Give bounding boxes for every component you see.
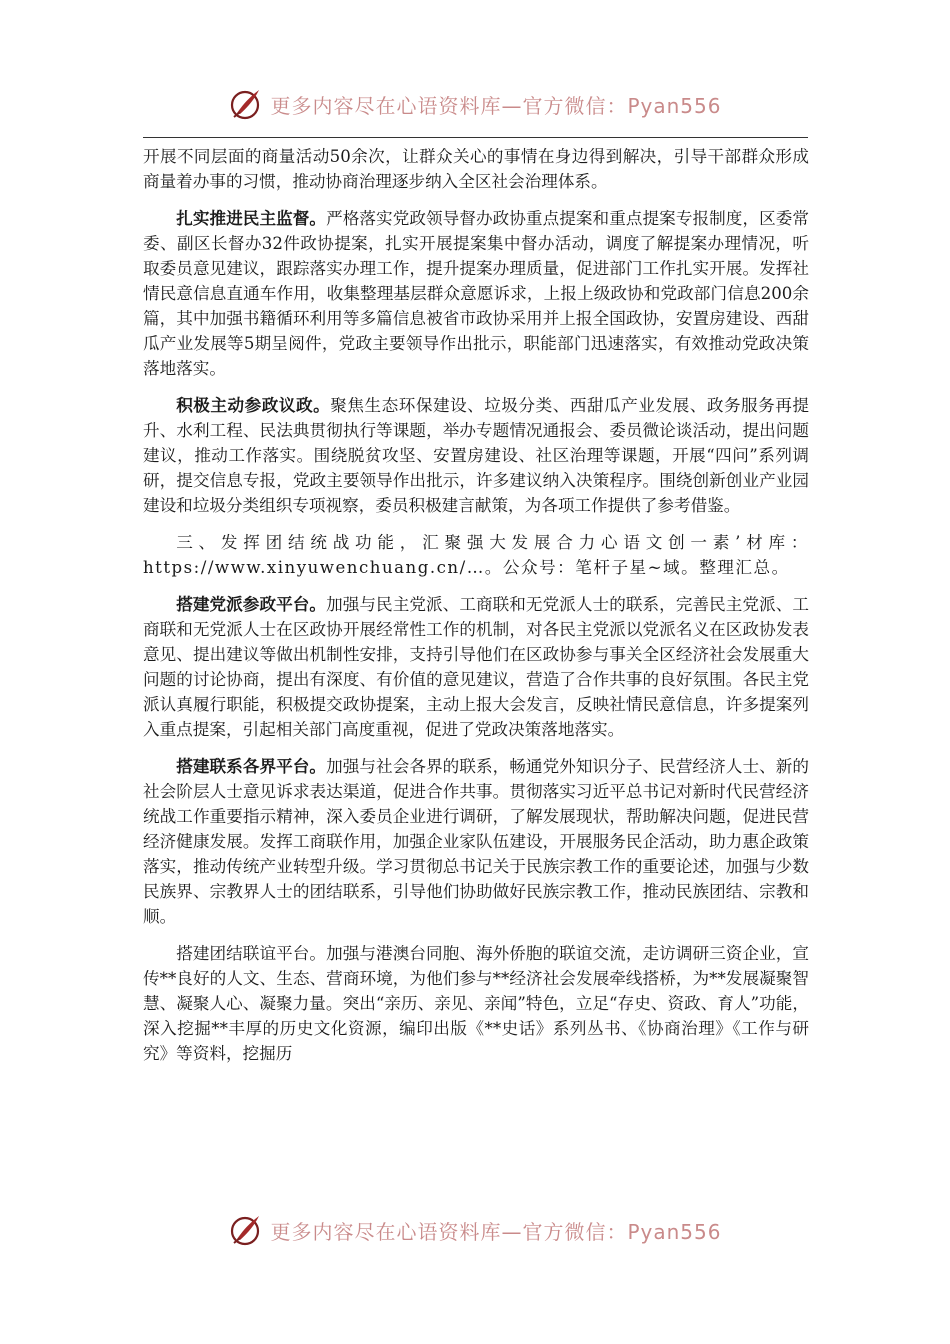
header-banner — [0, 82, 950, 126]
paragraph-friendship-platform: 搭建团结联谊平台。加强与港澳台同胞、海外侨胞的联谊交流，走访调研三资企业，宣传**良好的人文、生态、营商环境，为他们参与**经济社会发展牵线搭桥，为**发展凝聚智慧、凝聚人心、凝聚力量。突出“亲历、亲见、亲闻”特色，立足“存史、资政、育人”功能，深入挖掘**丰厚的历史文化资源，编印出版《**史话》系列丛书、《协商治理》《工作与研究》等资料，挖掘历 — [143, 944, 809, 1063]
writing-quill-logo-icon — [228, 1212, 264, 1248]
paragraph-body: 加强与民主党派、工商联和无党派人士的联系，完善民主党派、工商联和无党派人士在区政协开展经常性工作的机制，对各民主党派以党派名义在区政协发表意见、提出建议等做出机制性安排，支持引导他们在区政协参与事关全区经济社会发展重大问题的讨论协商，提出有深度、有价值的意见建议，营造了合作共事的良好氛围。各民主党派认真履行职能，积极提交政协提案，主动上报大会发言，反映社情民意信息，许多提案列入重点提案，引起相关部门高度重视，促进了党政决策落地落实。 — [143, 595, 809, 739]
paragraph-party-platform — [143, 592, 809, 742]
footer-banner-text: 更多内容尽在心语资料库—官方微信：Pyan556 — [270, 1219, 722, 1244]
footer-banner — [0, 1208, 950, 1252]
paragraph-lead-heading: 扎实推进民主监督。 — [176, 208, 327, 228]
paragraph-continuation: 开展不同层面的商量活动50余次，让群众关心的事情在身边得到解决，引导干部群众形成商量着办事的习惯，推动协商治理逐步纳入全区社会治理体系。 — [143, 147, 809, 191]
writing-quill-logo-icon — [228, 86, 264, 122]
header-divider — [143, 137, 808, 138]
paragraph-participation — [143, 393, 809, 518]
paragraph-lead-heading: 搭建党派参政平台。 — [176, 594, 327, 614]
paragraph-all-sectors-platform — [143, 754, 809, 929]
paragraph-lead-heading: 搭建联系各界平台。 — [176, 756, 327, 776]
paragraph-democratic-supervision — [143, 206, 809, 381]
header-banner-text: 更多内容尽在心语资料库—官方微信：Pyan556 — [270, 93, 722, 118]
section-heading-united-front: 三、发挥团结统战功能，汇聚强大发展合力心语文创一素’材库：https://www.xinyuwenchuang.cn/…。公众号：笔杆子星~域。整理汇总。 — [143, 533, 809, 577]
paragraph-body: 聚焦生态环保建设、垃圾分类、西甜瓜产业发展、政务服务再提升、水利工程、民法典贯彻执行等课题，举办专题情况通报会、委员微论谈活动，提出问题建议，推动工作落实。围绕脱贫攻坚、安置房建设、社区治理等课题，开展“四问”系列调研，提交信息专报，党政主要领导作出批示，许多建议纳入决策程序。围绕创新创业产业园建设和垃圾分类组织专项视察，委员积极建言献策，为各项工作提供了参考借鉴。 — [143, 396, 810, 515]
paragraph-lead-heading: 积极主动参政议政。 — [176, 395, 331, 415]
document-body — [143, 144, 809, 1078]
paragraph-body: 严格落实党政领导督办政协重点提案和重点提案专报制度，区委常委、副区长督办32件政协提案，扎实开展提案集中督办活动，调度了解提案办理情况，听取委员意见建议，跟踪落实办理工作，提升提案办理质量，促进部门工作扎实开展。发挥社情民意信息直通车作用，收集整理基层群众意愿诉求，上报上级政协和党政部门信息200余篇，其中加强书籍循环利用等多篇信息被省市政协采用并上报全国政协，安置房建设、西甜瓜产业发展等5期呈阅件，党政主要领导作出批示，职能部门迅速落实，有效推动党政决策落地落实。 — [143, 209, 809, 378]
paragraph-body: 加强与社会各界的联系，畅通党外知识分子、民营经济人士、新的社会阶层人士意见诉求表达渠道，促进合作共事。贯彻落实习近平总书记对新时代民营经济统战工作重要指示精神，深入委员企业进行调研，了解发展现状，帮助解决问题，促进民营经济健康发展。发挥工商联作用，加强企业家队伍建设，开展服务民企活动，助力惠企政策落实，推动传统产业转型升级。学习贯彻总书记关于民族宗教工作的重要论述，加强与少数民族界、宗教界人士的团结联系，引导他们协助做好民族宗教工作，推动民族团结、宗教和顺。 — [143, 757, 809, 926]
